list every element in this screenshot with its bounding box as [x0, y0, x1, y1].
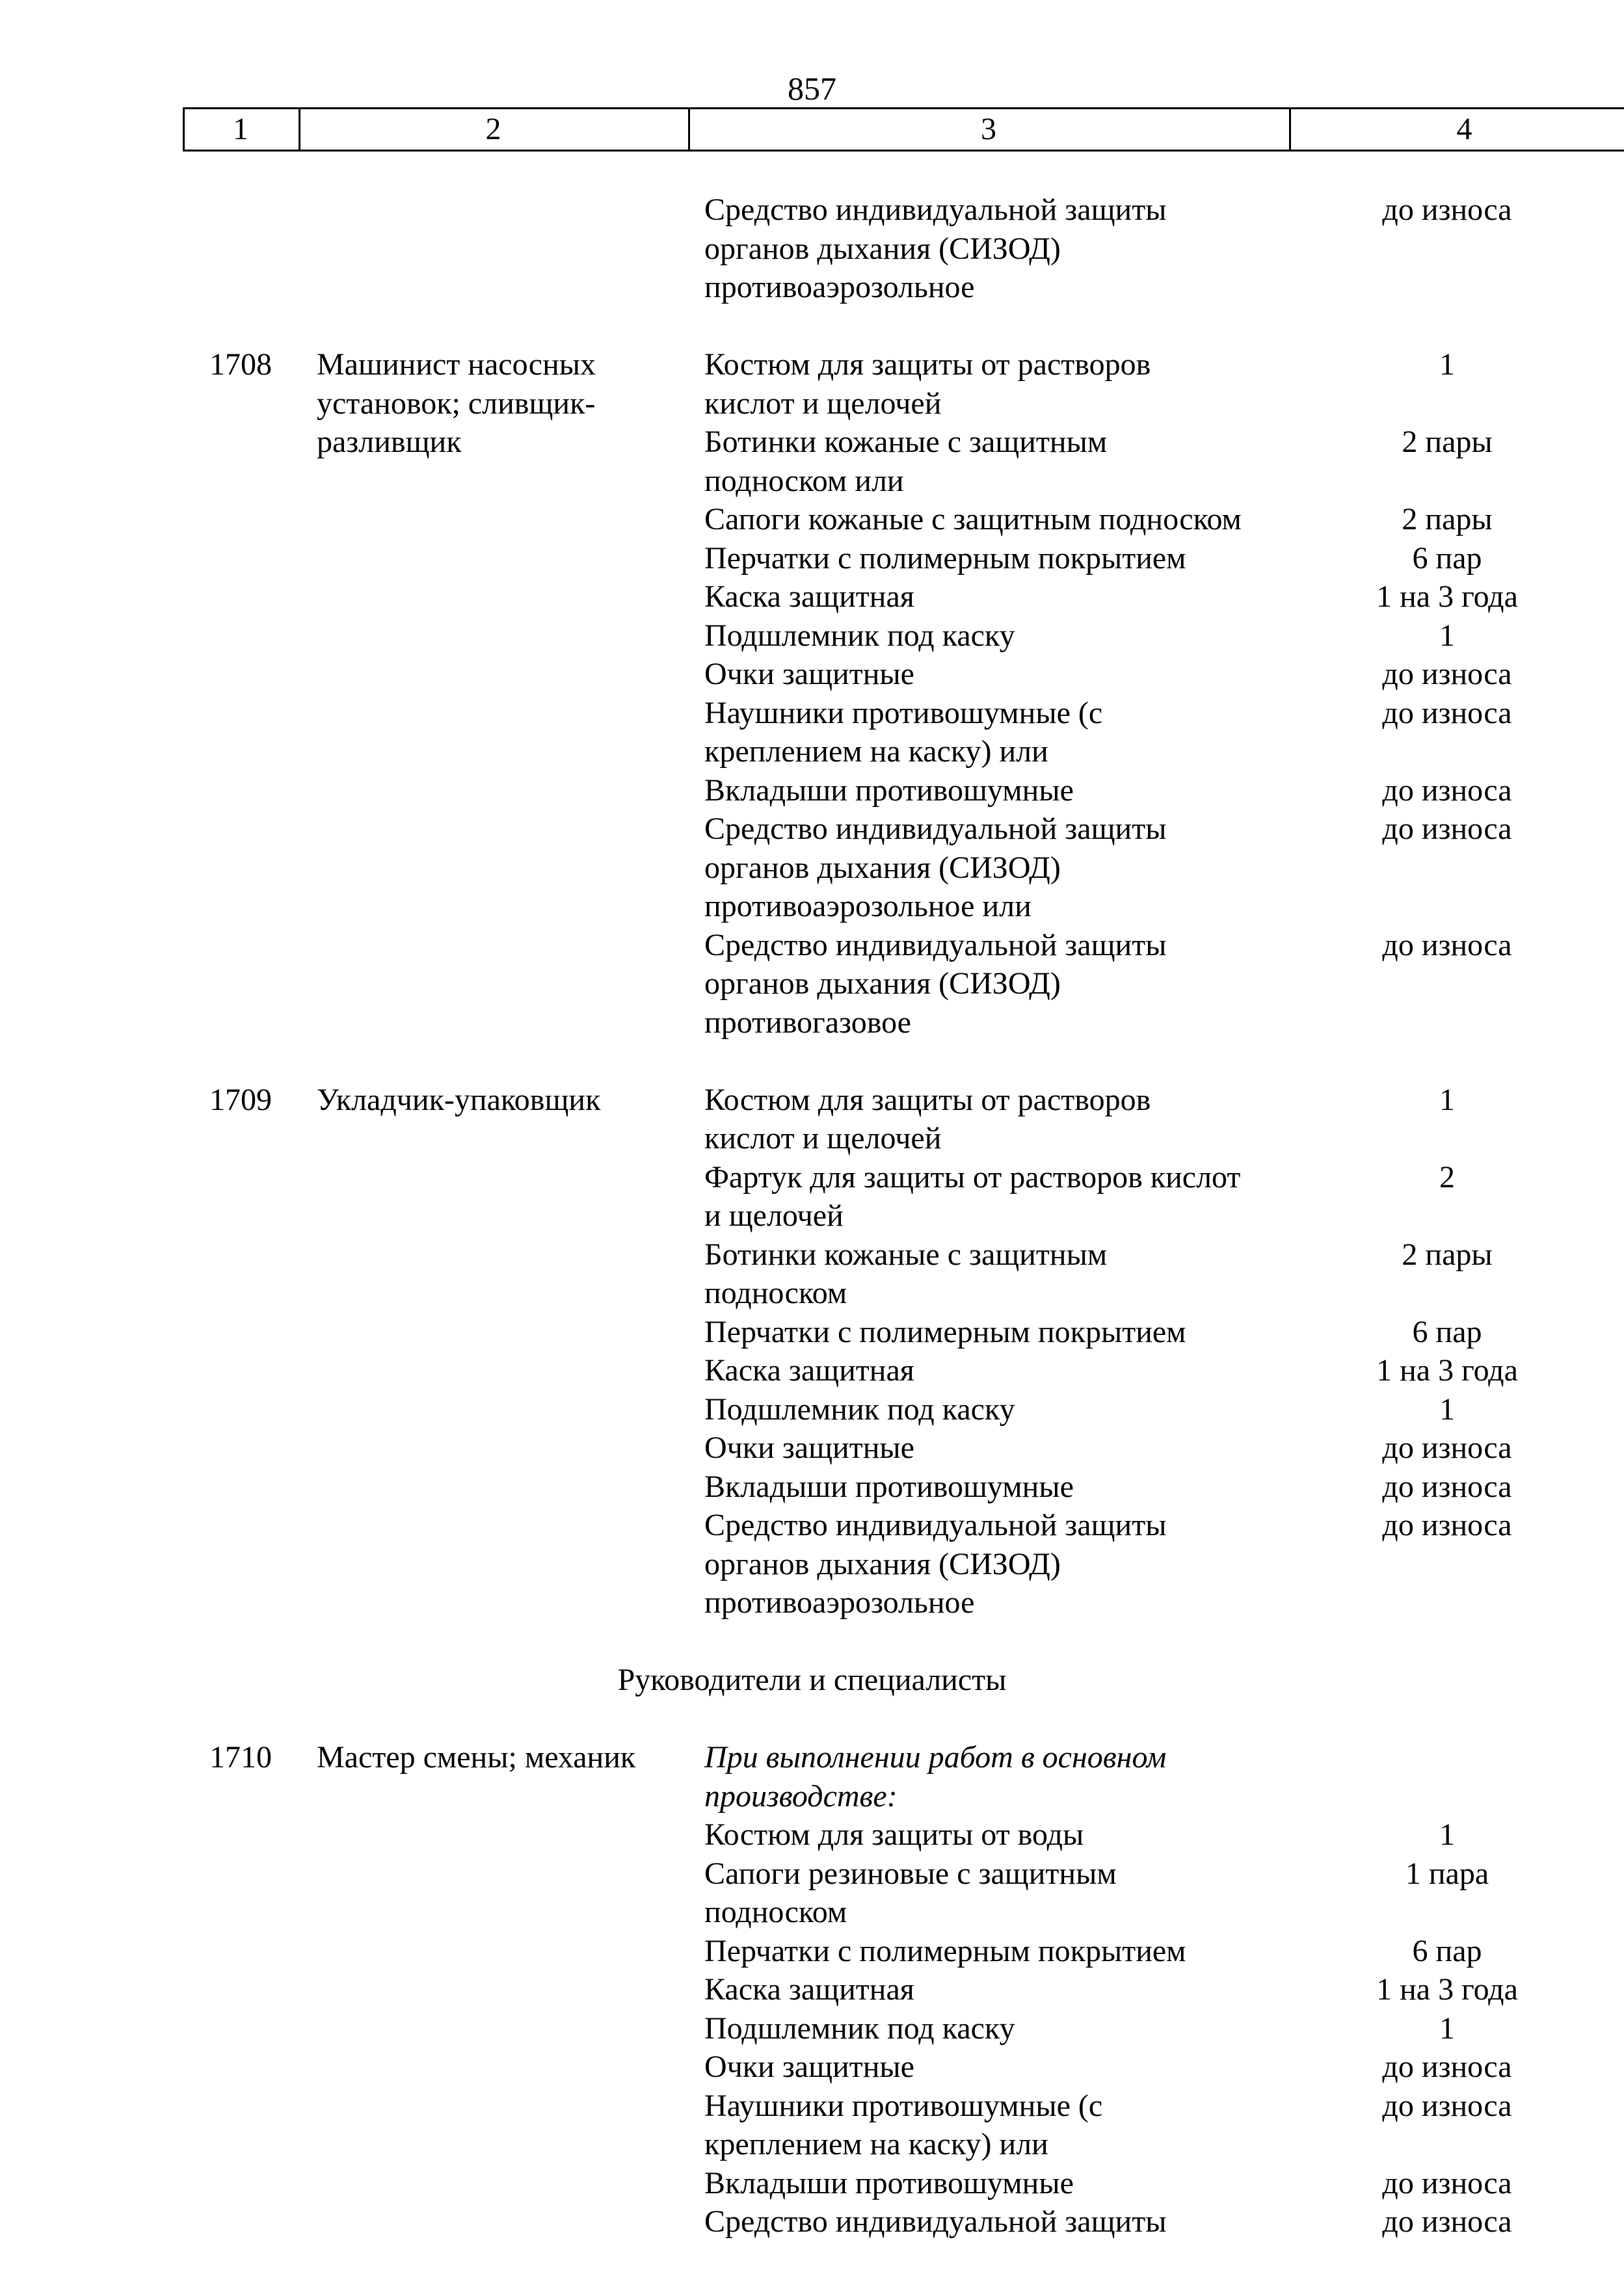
item-norm: до износа	[1382, 927, 1512, 962]
item-line: Подшлемник под каску	[704, 618, 1015, 653]
row-code: 1708	[209, 347, 272, 382]
item-line: Перчатки с полимерным покрытием	[704, 1933, 1186, 1968]
header-col-4: 4	[1456, 112, 1472, 146]
item-line: производстве:	[704, 1778, 898, 1814]
row-position: Машинист насосных	[317, 347, 596, 382]
header-col-3: 3	[981, 112, 996, 146]
item-norm: до износа	[1382, 657, 1512, 691]
item-norm: до износа	[1382, 2050, 1512, 2084]
item-line: Средство индивидуальной защиты	[704, 2204, 1167, 2239]
item-line: противогазовое	[704, 1005, 911, 1040]
item-norm: 1 на 3 года	[1376, 579, 1518, 614]
item-line: Средство индивидуальной защиты	[704, 812, 1167, 846]
item-line: противоаэрозольное	[704, 270, 975, 304]
item-line: Ботинки кожаные с защитным	[704, 425, 1108, 459]
item-norm: 2 пары	[1402, 502, 1493, 536]
item-line: Средство индивидуальной защиты	[704, 1508, 1167, 1542]
item-norm: до износа	[1382, 192, 1512, 227]
item-line: и щелочей	[704, 1198, 844, 1233]
row-position: установок; сливщик-	[317, 386, 596, 421]
item-line: Очки защитные	[704, 2050, 914, 2084]
item-norm: 1 на 3 года	[1376, 1972, 1518, 2007]
row-code: 1710	[209, 1740, 272, 1775]
item-line: Вкладыши противошумные	[704, 2165, 1074, 2200]
item-norm: 2	[1439, 1159, 1455, 1194]
item-line: Средство индивидуальной защиты	[704, 192, 1167, 227]
item-line: креплением на каску) или	[704, 734, 1048, 769]
section-heading: Руководители и специалисты	[617, 1663, 1007, 1697]
item-line: Сапоги резиновые с защитным	[704, 1856, 1117, 1891]
item-line: органов дыхания (СИЗОД)	[704, 850, 1061, 885]
item-line: кислот и щелочей	[704, 1121, 942, 1155]
item-norm: до износа	[1382, 2165, 1512, 2200]
item-norm: 1 на 3 года	[1376, 1353, 1518, 1388]
item-line: Перчатки с полимерным покрытием	[704, 540, 1186, 575]
item-norm: 6 пар	[1412, 540, 1482, 575]
item-norm: до износа	[1382, 2088, 1512, 2123]
item-norm: 2 пары	[1402, 1237, 1493, 1272]
item-line: креплением на каску) или	[704, 2127, 1048, 2161]
item-line: Костюм для защиты от растворов	[704, 1082, 1151, 1117]
item-norm: до износа	[1382, 1508, 1512, 1542]
item-line: Очки защитные	[704, 657, 914, 691]
item-norm: 1 пара	[1405, 1856, 1489, 1891]
header-col-1: 1	[233, 112, 248, 146]
item-norm: до износа	[1382, 1431, 1512, 1465]
item-line: органов дыхания (СИЗОД)	[704, 966, 1061, 1001]
item-norm: 6 пар	[1412, 1933, 1482, 1968]
item-norm: до износа	[1382, 812, 1512, 846]
item-line: Каска защитная	[704, 579, 914, 614]
item-line: Средство индивидуальной защиты	[704, 927, 1167, 962]
item-line: Сапоги кожаные с защитным подноском	[704, 502, 1242, 536]
item-norm: 1	[1439, 1082, 1455, 1117]
item-line: Костюм для защиты от воды	[704, 1817, 1084, 1852]
item-line: Перчатки с полимерным покрытием	[704, 1314, 1186, 1349]
item-line: Очки защитные	[704, 1431, 914, 1465]
item-line: Наушники противошумные (с	[704, 2088, 1103, 2123]
item-line: Наушники противошумные (с	[704, 695, 1103, 730]
item-line: противоаэрозольное	[704, 1585, 975, 1620]
row-position: Мастер смены; механик	[317, 1740, 636, 1775]
item-norm: 1	[1439, 618, 1455, 653]
page-number: 857	[788, 70, 836, 107]
item-line: Костюм для защиты от растворов	[704, 347, 1151, 382]
item-norm: до износа	[1382, 1469, 1512, 1504]
row-position: разливщик	[317, 425, 462, 459]
item-line: Вкладыши противошумные	[704, 1469, 1074, 1504]
item-norm: до износа	[1382, 772, 1512, 808]
item-line: Подшлемник под каску	[704, 1392, 1015, 1427]
item-norm: 1	[1439, 1392, 1455, 1427]
item-line: кислот и щелочей	[704, 386, 942, 421]
item-norm: 2 пары	[1402, 425, 1493, 459]
item-line: Каска защитная	[704, 1353, 914, 1388]
item-line: Ботинки кожаные с защитным	[704, 1237, 1108, 1272]
row-position: Укладчик-упаковщик	[317, 1082, 601, 1117]
item-norm: 1	[1439, 2011, 1455, 2046]
table-header	[183, 107, 1624, 152]
item-line: Вкладыши противошумные	[704, 772, 1074, 808]
item-line: Фартук для защиты от растворов кислот	[704, 1159, 1241, 1194]
item-line: противоаэрозольное или	[704, 889, 1032, 923]
item-norm: 1	[1439, 347, 1455, 382]
item-line: подноском	[704, 1895, 847, 1929]
item-norm: 6 пар	[1412, 1314, 1482, 1349]
item-line: подноском или	[704, 463, 904, 498]
item-line: органов дыхания (СИЗОД)	[704, 1546, 1061, 1581]
item-norm: до износа	[1382, 2204, 1512, 2239]
item-line: подноском	[704, 1276, 847, 1310]
item-line: органов дыхания (СИЗОД)	[704, 231, 1061, 266]
header-col-2: 2	[485, 112, 501, 146]
item-norm: 1	[1439, 1817, 1455, 1852]
item-line: Каска защитная	[704, 1972, 914, 2007]
item-line: Подшлемник под каску	[704, 2011, 1015, 2046]
item-line: При выполнении работ в основном	[704, 1740, 1167, 1775]
row-code: 1709	[209, 1082, 272, 1117]
item-norm: до износа	[1382, 695, 1512, 730]
